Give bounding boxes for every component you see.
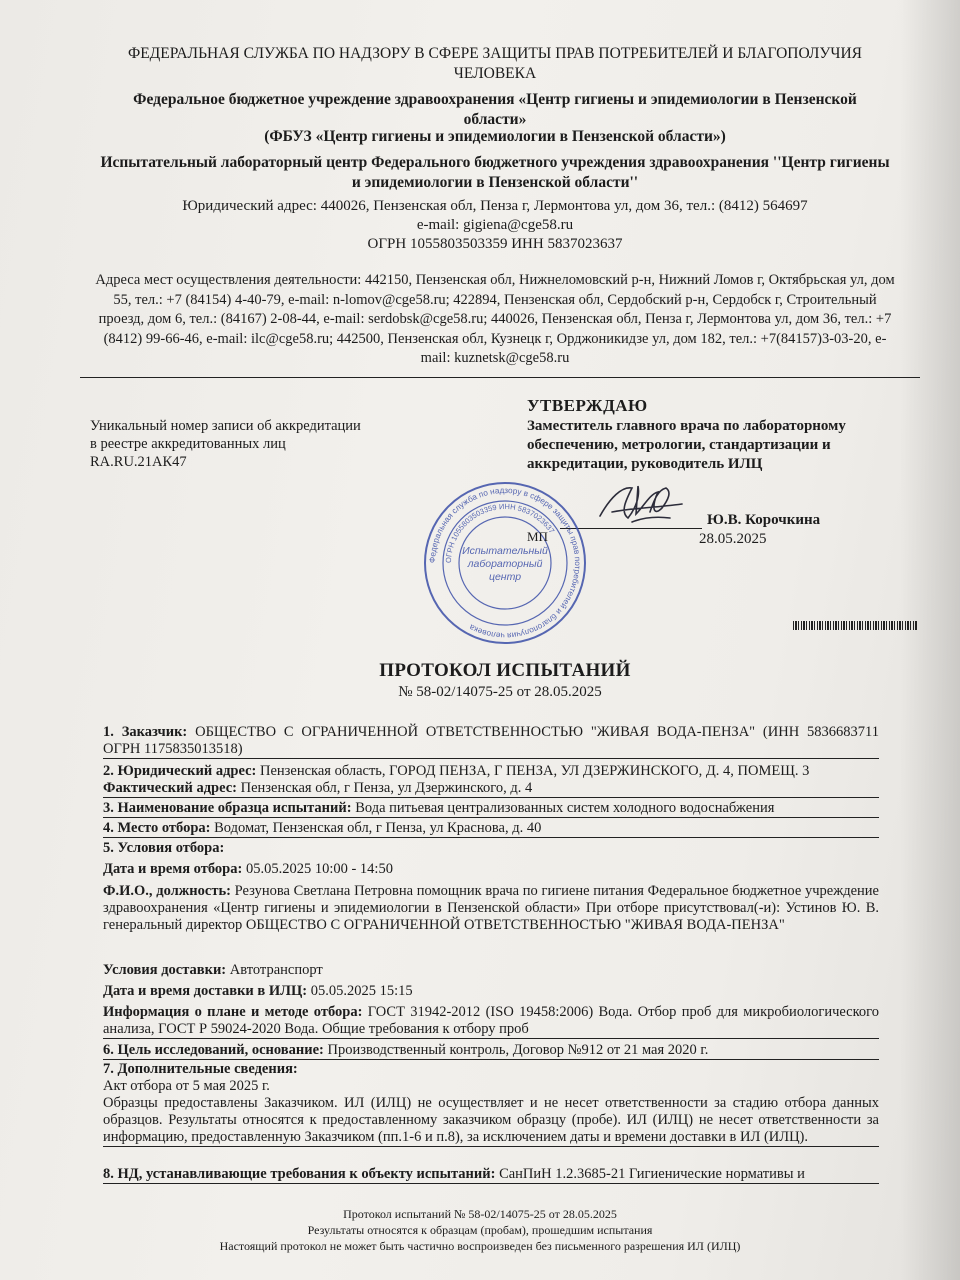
signer-name: Ю.В. Корочкина [707,512,821,528]
stamp-place-mark: МП [527,529,548,544]
lab-center-name: Испытательный лабораторный центр Федерального бюджетного учреждения здравоохранения ''Центр гигиены и эпидемиологии в Пензенской области'' [100,154,890,191]
footer-protocol-ref: Протокол испытаний № 58-02/14075-25 от 28.05.2025 [343,1207,617,1221]
section-5e-label: Информация о плане и методе отбора: [103,1004,363,1020]
svg-text:ОГРН 1055803503359 ИНН 5837023: ОГРН 1055803503359 ИНН 5837023637 [443,501,557,564]
section-8-value: СанПиН 1.2.3685-21 Гигиенические нормативы и [495,1166,805,1182]
page-footer [0,1206,960,1254]
section-5e-value: ГОСТ 31942-2012 (ISO 19458:2006) Вода. Отбор проб для микробиологического анализа, ГОСТ Р 59024-2020 Вода. Общие требования к отбору проб [103,1004,879,1037]
page-edge-shadow [900,0,960,1280]
svg-text:лабораторный: лабораторный [467,558,543,570]
approval-date: 28.05.2025 [699,531,767,547]
ogrn-inn: ОГРН 1055803503359 ИНН 5837023637 [367,236,623,252]
footer-results-note: Результаты относятся к образцам (пробам), прошедшим испытания [307,1223,653,1237]
section-delivery-datetime [103,983,879,1000]
accreditation-line-2: в реестре аккредитованных лиц [90,436,286,452]
section-1-label: 1. Заказчик: [103,724,188,740]
section-delivery-conditions [103,962,879,979]
section-3-label: 3. Наименование образца испытаний: [103,800,352,816]
section-legal-address [103,763,879,780]
institution-short-name: (ФБУЗ «Центр гигиены и эпидемиологии в Пензенской области») [264,128,726,145]
svg-text:центр: центр [488,571,522,583]
header-divider [80,377,920,378]
section-5b-label: Ф.И.О., должность: [103,883,231,899]
protocol-number: № 58-02/14075-25 от 28.05.2025 [398,684,602,700]
section-2b-value: Пензенская обл, г Пенза, ул Дзержинского, д. 4 [236,780,533,796]
section-requirements [103,1166,879,1184]
section-actual-address [103,780,879,798]
section-6-label: 6. Цель исследований, основание: [103,1042,324,1058]
section-5b-value: Резунова Светлана Петровна помощник врача по гигиене питания Федеральное бюджетное учреждение здравоохранения «Центр гигиены и эпидемиологии в Пензенской области» При отборе присутствовал(-и): Устинов Ю. В. генеральный директор ОБЩЕСТВО С ОГРАНИЧЕННОЙ ОТВЕТСТВЕННОСТЬЮ "ЖИВАЯ ВОДА-ПЕНЗА" [103,883,879,933]
section-1-value: ОБЩЕСТВО С ОГРАНИЧЕННОЙ ОТВЕТСТВЕННОСТЬЮ "ЖИВАЯ ВОДА-ПЕНЗА" (ИНН 5836683711 ОГРН 1175835013518) [103,724,879,757]
footer-reproduction-note: Настоящий протокол не может быть частично воспроизведен без письменного разрешения ИЛ (ИЛЦ) [219,1239,741,1253]
approval-title: УТВЕРЖДАЮ [527,396,648,415]
section-5c-label: Условия доставки: [103,962,227,978]
section-sampling-place [103,820,879,838]
institution-name: Федеральное бюджетное учреждение здравоохранения «Центр гигиены и эпидемиологии в Пензенской области» [133,91,857,128]
signature [592,478,702,538]
legal-address: Юридический адрес: 440026, Пензенская обл, Пенза г, Лермонтова ул, дом 36, тел.: (8412) 564697 [182,198,808,214]
protocol-title: ПРОТОКОЛ ИСПЫТАНИЙ [379,660,631,681]
section-2-label: 2. Юридический адрес: [103,763,257,779]
section-8-label: 8. НД, устанавливающие требования к объекту испытаний: [103,1166,496,1182]
accreditation-number: RA.RU.21АК47 [90,454,187,470]
section-4-value: Водомат, Пензенская обл, г Пенза, ул Краснова, д. 40 [210,820,542,836]
svg-text:Испытательный: Испытательный [462,545,548,557]
section-sampling-conditions [103,840,879,857]
section-sampling-datetime [103,861,879,878]
accreditation-block [90,417,361,471]
section-additional-info [103,1061,879,1147]
section-3-value: Вода питьевая централизованных систем холодного водоснабжения [351,800,775,816]
barcode [793,621,917,630]
approval-position: Заместитель главного врача по лабораторному обеспечению, метрологии, стандартизации и аккредитации, руководитель ИЛЦ [527,418,846,472]
section-5d-value: 05.05.2025 15:15 [307,983,413,999]
section-5a-value: 05.05.2025 10:00 - 14:50 [242,861,393,877]
section-sampling-method [103,1004,879,1039]
official-stamp [420,478,590,648]
contact-email: e-mail: gigiena@cge58.ru [416,217,574,233]
agency-name: ФЕДЕРАЛЬНАЯ СЛУЖБА ПО НАДЗОРУ В СФЕРЕ ЗАЩИТЫ ПРАВ ПОТРЕБИТЕЛЕЙ И БЛАГОПОЛУЧИЯ ЧЕЛОВЕКА [127,45,863,82]
legal-info-block [100,197,890,254]
section-purpose [103,1042,879,1060]
activity-addresses: Адреса мест осуществления деятельности: 442150, Пензенская обл, Нижнеломовский р-н, Нижний Ломов г, Октябрьская ул, дом 55, тел.: +7 (84154) 4-40-79, e-mail: n-lomov@cge58.ru; 422894, Пензенская обл, Сердобский р-н, Сердобск г, Строительный проезд, дом 6, тел.: (84167) 2-08-44, e-mail: serdobsk@cge58.ru; 440026, Пензенская обл, Пенза г, Лермонтова ул, дом 36, тел.: +7 (8412) 99-66-46, e-mail: ilc@cge58.ru; 442500, Пензенская обл, Кузнецк г, Орджоникидзе ул, дом 182, тел.: +7(84157)3-03-20, e-mail: kuznetsk@cge58.ru [95,272,895,366]
section-customer [103,724,879,759]
section-2b-label: Фактический адрес: [103,780,237,796]
section-7-disclaimer: Образцы предоставлены Заказчиком. ИЛ (ИЛЦ) не осуществляет и не несет ответственности за стадию отбора данных образцов. Результаты относятся к предоставленному заказчиком образцу (пробе). ИЛ (ИЛЦ) не несет ответственности за информацию, предоставленную Заказчиком (пп.1-6 и п.8), за исключением даты и времени доставки в ИЛ (ИЛЦ). [103,1095,879,1145]
section-5a-label: Дата и время отбора: [103,861,243,877]
section-7-label: 7. Дополнительные сведения: [103,1061,298,1077]
section-sample-name [103,800,879,818]
section-sampler [103,883,879,934]
section-6-value: Производственный контроль, Договор №912 от 21 мая 2020 г. [323,1042,709,1058]
section-7-act: Акт отбора от 5 мая 2025 г. [103,1078,270,1094]
section-5d-label: Дата и время доставки в ИЛЦ: [103,983,308,999]
section-4-label: 4. Место отбора: [103,820,211,836]
accreditation-line-1: Уникальный номер записи об аккредитации [90,418,361,434]
section-2-value: Пензенская область, ГОРОД ПЕНЗА, Г ПЕНЗА, УЛ ДЗЕРЖИНСКОГО, Д. 4, ПОМЕЩ. 3 [256,763,810,779]
section-5-label: 5. Условия отбора: [103,840,225,856]
section-5c-value: Автотранспорт [226,962,323,978]
svg-text:Федеральная служба по надзору: Федеральная служба по надзору в сфере защиты прав потребителей и благополучия человека [427,485,583,641]
